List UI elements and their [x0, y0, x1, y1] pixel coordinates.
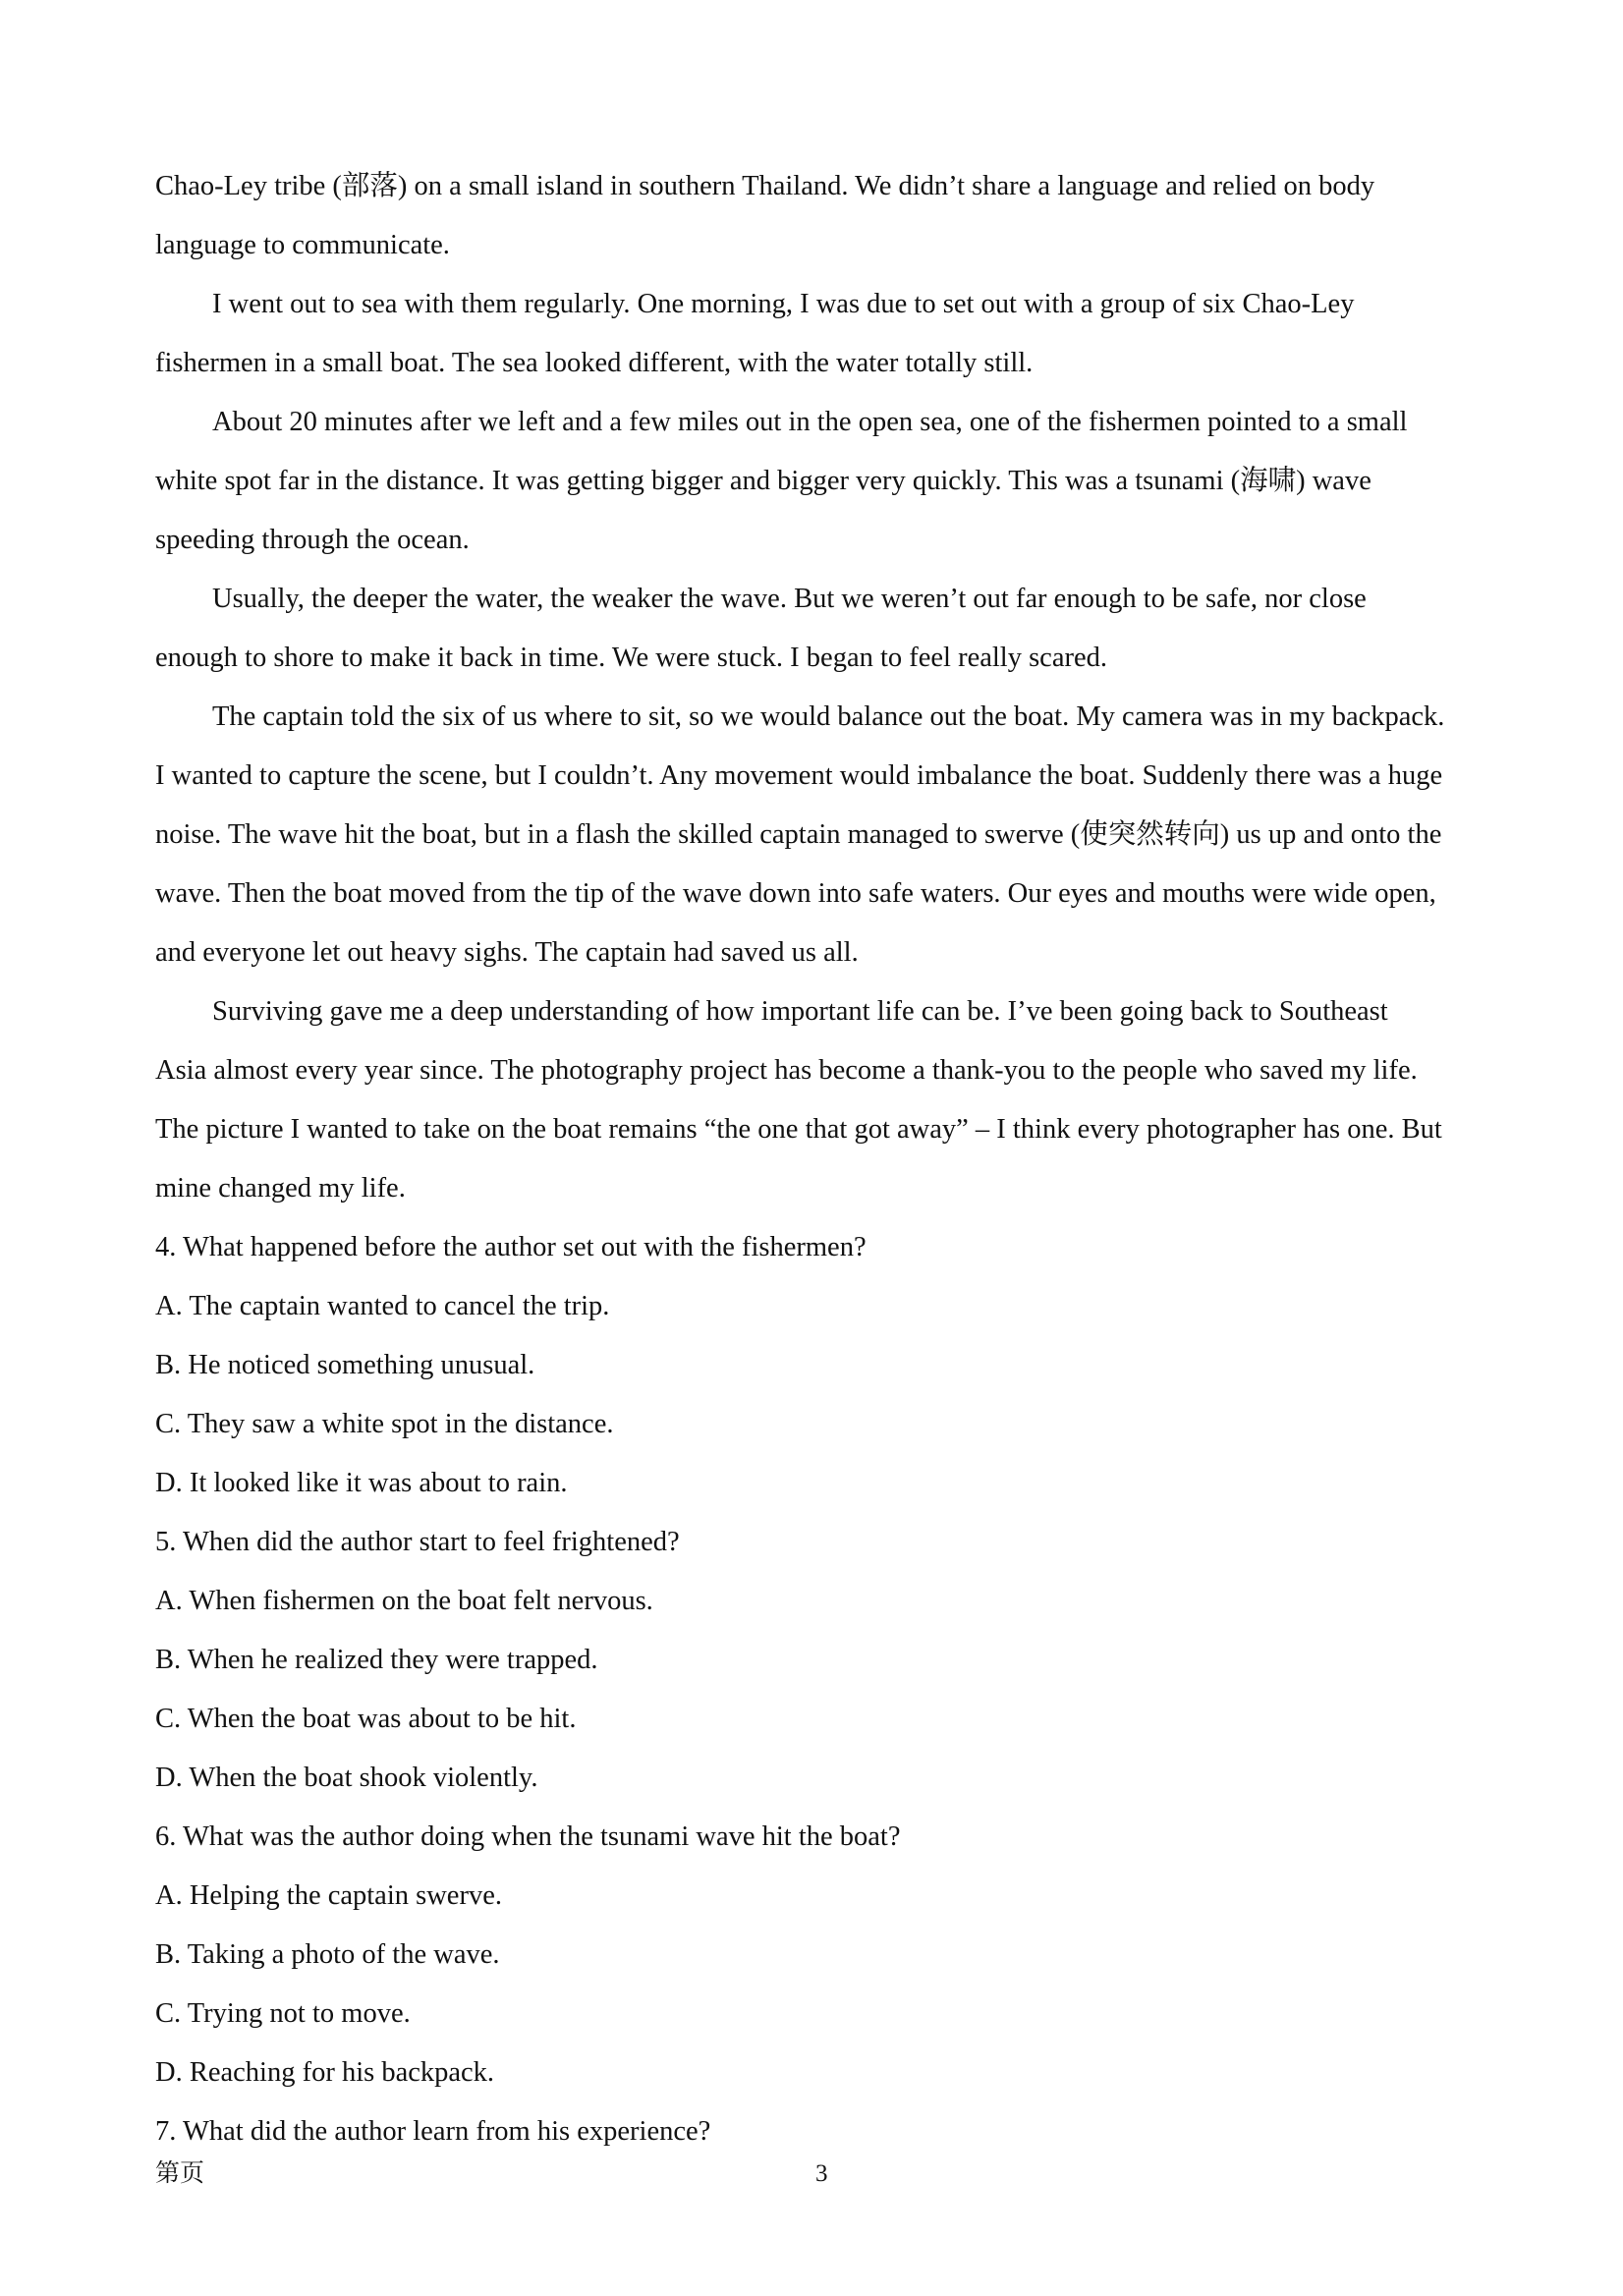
text-line: mine changed my life. [155, 1173, 406, 1204]
question-stem: 7. What did the author learn from his experience? [155, 2116, 711, 2147]
footer-label: 第页 [155, 2160, 205, 2187]
text-line: speeding through the ocean. [155, 525, 470, 555]
passage [155, 157, 1501, 1218]
text-line: Surviving gave me a deep understanding of how important life can be. I’ve been going back to Southeast [212, 996, 1388, 1027]
option-b: B. Taking a photo of the wave. [155, 1939, 500, 1970]
text-line: About 20 minutes after we left and a few miles out in the open sea, one of the fishermen pointed to a small [212, 407, 1408, 437]
text-line: I wanted to capture the scene, but I couldn’t. Any movement would imbalance the boat. Suddenly there was a huge [155, 760, 1443, 791]
question-stem: 5. When did the author start to feel frightened? [155, 1527, 680, 1557]
option-b: B. He noticed something unusual. [155, 1350, 535, 1380]
question-4 [155, 1218, 1501, 1513]
option-c: C. Trying not to move. [155, 1998, 411, 2029]
text-line: Chao-Ley tribe (部落) on a small island in southern Thailand. We didn’t share a language and relied on body [155, 171, 1375, 201]
page-number: 3 [815, 2160, 828, 2187]
text-line: The picture I wanted to take on the boat remains “the one that got away” – I think every photographer has one. But [155, 1114, 1442, 1145]
option-a: A. The captain wanted to cancel the trip. [155, 1291, 610, 1321]
text-line: wave. Then the boat moved from the tip of the wave down into safe waters. Our eyes and mouths were wide open, [155, 878, 1436, 909]
text-line: fishermen in a small boat. The sea looked different, with the water totally still. [155, 348, 1034, 378]
questions [155, 1218, 1501, 2161]
option-c: C. When the boat was about to be hit. [155, 1704, 577, 1734]
question-6 [155, 1808, 1501, 2102]
option-b: B. When he realized they were trapped. [155, 1645, 598, 1675]
paragraph-2 [155, 275, 1501, 393]
paragraph-4 [155, 570, 1501, 688]
option-a: A. When fishermen on the boat felt nervous. [155, 1586, 653, 1616]
text-line: white spot far in the distance. It was getting bigger and bigger very quickly. This was a tsunami (海啸) wave [155, 466, 1371, 496]
option-d: D. Reaching for his backpack. [155, 2057, 495, 2088]
text-line: and everyone let out heavy sighs. The captain had saved us all. [155, 937, 859, 968]
text-line: noise. The wave hit the boat, but in a flash the skilled captain managed to swerve (使突然转向) us up and onto the [155, 819, 1442, 850]
option-c: C. They saw a white spot in the distance. [155, 1409, 614, 1439]
text-line: language to communicate. [155, 230, 450, 260]
text-line: The captain told the six of us where to sit, so we would balance out the boat. My camera was in my backpack. [212, 701, 1445, 732]
question-stem: 4. What happened before the author set out with the fishermen? [155, 1232, 867, 1262]
text-line: I went out to sea with them regularly. One morning, I was due to set out with a group of six Chao-Ley [212, 289, 1355, 319]
text-line: Usually, the deeper the water, the weaker the wave. But we weren’t out far enough to be safe, nor close [212, 584, 1367, 614]
question-5 [155, 1513, 1501, 1808]
option-a: A. Helping the captain swerve. [155, 1880, 502, 1911]
text-line: Asia almost every year since. The photography project has become a thank-you to the people who saved my life. [155, 1055, 1418, 1086]
paragraph-5 [155, 688, 1501, 982]
question-7 [155, 2102, 1501, 2161]
option-d: D. When the boat shook violently. [155, 1763, 538, 1793]
text-line: enough to shore to make it back in time. We were stuck. I began to feel really scared. [155, 643, 1107, 673]
option-d: D. It looked like it was about to rain. [155, 1468, 568, 1498]
paragraph-6 [155, 982, 1501, 1218]
paragraph-3 [155, 393, 1501, 570]
paragraph-1 [155, 157, 1501, 275]
page-content [155, 157, 1501, 2161]
question-stem: 6. What was the author doing when the tsunami wave hit the boat? [155, 1821, 901, 1852]
